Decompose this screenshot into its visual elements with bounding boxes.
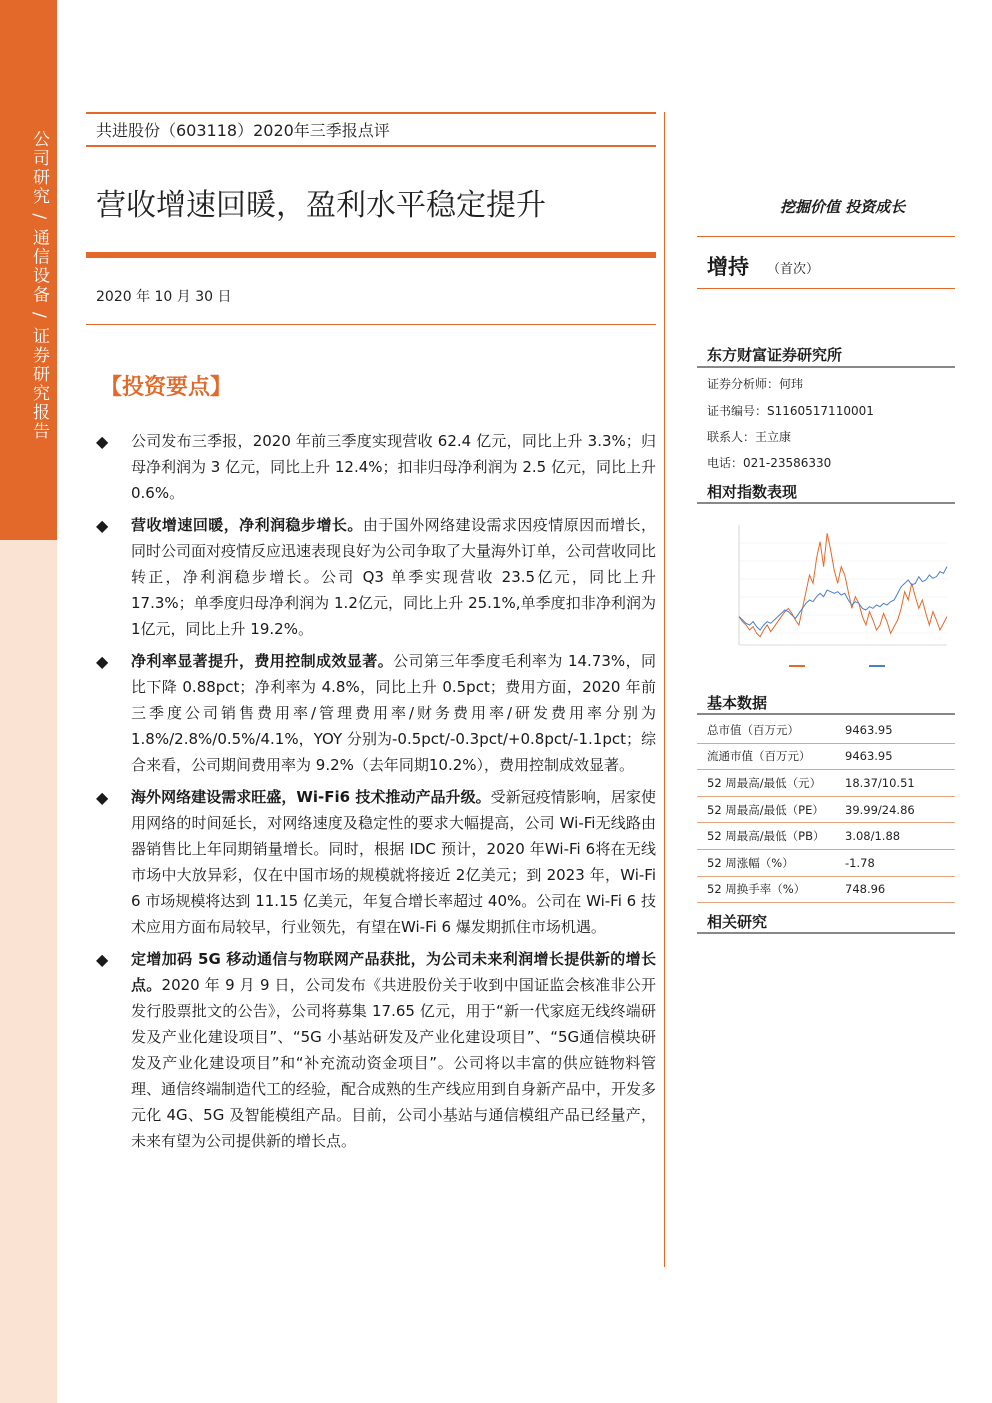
diamond-bullet-icon: ◆ [96,652,109,671]
header-top-rule [86,112,656,114]
row-value: 9463.95 [845,743,955,770]
bullet-text: 2020 年 9 月 9 日，公司发布《共进股份关于收到中国证监会核准非公开发行股票批文的公告》，公司将募集 17.65 亿元，用于“新一代家庭无线终端研发及产业化建设项目”、“5G 小基站研发及产业化建设项目”、“5G通信模块研发及产业化建设项目”和“补充流动资金项目”。公司将以丰富的供应链物料管理、通信终端制造代工的经验，配合成熟的生产线应用到自身新产品中，开发多元化 4G、5G 及智能模组产品。目前，公司小基站与通信模组产品已经量产，未来有望为公司提供新的增长点。 [131,976,657,1150]
bullet-text: 公司第三年季度毛利率为 14.73%，同比下降 0.88pct；净利率为 4.8%，同比上升 0.5pct；费用方面，2020 年前三季度公司销售费用率/管理费用率/财务费用率/研发费用率分别为 1.8%/2.8%/0.5%/4.1%，YOY 分别为-0.5pct/-0.3pct/+0.8pct/-1.1pct；综合来看，公司期间费用率为 9.2%（去年同期10.2%），费用控制成效显著。 [131,652,656,774]
table-row [697,770,955,797]
slogan: 挖掘价值 投资成长 [780,198,906,216]
bullet-item [96,512,656,642]
series-line-0 [739,533,947,636]
table-row [697,849,955,876]
related-research-rule [697,932,955,934]
diamond-bullet-icon: ◆ [96,432,109,451]
relative-index-chart [697,515,955,675]
diamond-bullet-icon: ◆ [96,516,109,535]
date-rule [86,324,656,325]
row-label: 52 周最高/最低（元） [697,770,845,797]
row-label: 52 周最高/最低（PB） [697,823,845,850]
table-row [697,876,955,903]
chart-section-rule [697,502,955,504]
bullet-bold: 净利率显著提升，费用控制成效显著。 [131,652,394,670]
basic-data-title: 基本数据 [707,694,768,712]
table-row [697,796,955,823]
row-label: 52 周最高/最低（PE） [697,796,845,823]
row-value: 3.08/1.88 [845,823,955,850]
row-label: 52 周涨幅（%） [697,849,845,876]
rating-top-rule [697,236,955,237]
row-value: 39.99/24.86 [845,796,955,823]
sidebar-category: 公司研究 / 通信设备 / 证券研究报告 [29,130,49,442]
report-title: 共进股份（603118）2020年三季报点评 [96,121,390,140]
sidebar [0,0,57,1403]
rating: 增持 [707,255,749,279]
phone-number: 电话：021-23586330 [707,456,832,470]
bullet-text: 由于国外网络建设需求因疫情原因而增长，同时公司面对疫情反应迅速表现良好为公司争取了大量海外订单，公司营收同比转正，净利润稳步增长。公司 Q3 单季实现营收 23.5亿元，同比上升 17.3%；单季度归母净利润为 1.2亿元，同比上升 25.1%,单季度扣非净利润为 1亿元，同比上升 19.2%。 [131,516,657,638]
section-heading: 【投资要点】 [100,374,233,400]
bullet-bold: 营收增速回暖，净利润稳步增长。 [131,516,363,534]
row-label: 流通市值（百万元） [697,743,845,770]
contact-name: 联系人：王立康 [707,430,792,444]
header-bottom-rule [86,145,656,147]
row-value: 9463.95 [845,717,955,743]
bullet-item [96,648,656,778]
report-date: 2020 年 10 月 30 日 [96,289,232,305]
related-research-title: 相关研究 [707,913,768,931]
chart-section-title: 相对指数表现 [707,483,798,501]
table-row [697,717,955,743]
institution-rule [697,366,955,368]
title-bar [86,252,656,258]
chart-svg [697,515,955,675]
rating-bottom-rule [697,288,955,289]
bullet-text: 公司发布三季报，2020 年前三季度实现营收 62.4 亿元，同比上升 3.3%；归母净利润为 3 亿元，同比上升 12.4%；扣非归母净利润为 2.5 亿元，同比上升 0.6%。 [131,432,656,502]
bullet-item [96,428,656,506]
diamond-bullet-icon: ◆ [96,788,109,807]
cert-number: 证书编号：S1160517110001 [707,404,874,418]
row-value: 748.96 [845,876,955,903]
basic-data-table [697,717,955,903]
diamond-bullet-icon: ◆ [96,950,109,969]
investment-points [96,428,656,1154]
bullet-bold: 定增加码 5G 移动通信与物联网产品获批，为公司未来利润增长提供新的增长点。 [131,950,656,994]
rating-note: （首次） [767,262,820,277]
bullet-item [96,946,656,1154]
bullet-bold: 海外网络建设需求旺盛，Wi-Fi6 技术推动产品升级。 [131,788,491,806]
analyst-name: 证券分析师：何玮 [707,377,804,391]
institution-name: 东方财富证券研究所 [707,346,843,364]
bullet-text: 受新冠疫情影响，居家使用网络的时间延长，对网络速度及稳定性的要求大幅提高，公司 Wi-Fi无线路由器销售比上年同期销量增长。同时，根据 IDC 预计，2020 年Wi-Fi 6将在无线市场中大放异彩，仅在中国市场的规模就将接近 2亿美元；到 2023 年，Wi-Fi 6 市场规模将达到 11.15 亿美元，年复合增长率超过 40%。公司在 Wi-Fi 6 技术应用方面布局较早，行业领先，有望在Wi-Fi 6 爆发期抓住市场机遇。 [131,788,656,936]
row-value: 18.37/10.51 [845,770,955,797]
row-label: 52 周换手率（%） [697,876,845,903]
row-value: -1.78 [845,849,955,876]
table-row [697,823,955,850]
page-title: 营收增速回暖，盈利水平稳定提升 [96,188,546,223]
basic-data-rule [697,713,955,715]
bullet-item [96,784,656,940]
table-row [697,743,955,770]
row-label: 总市值（百万元） [697,717,845,743]
column-divider [664,112,665,1267]
